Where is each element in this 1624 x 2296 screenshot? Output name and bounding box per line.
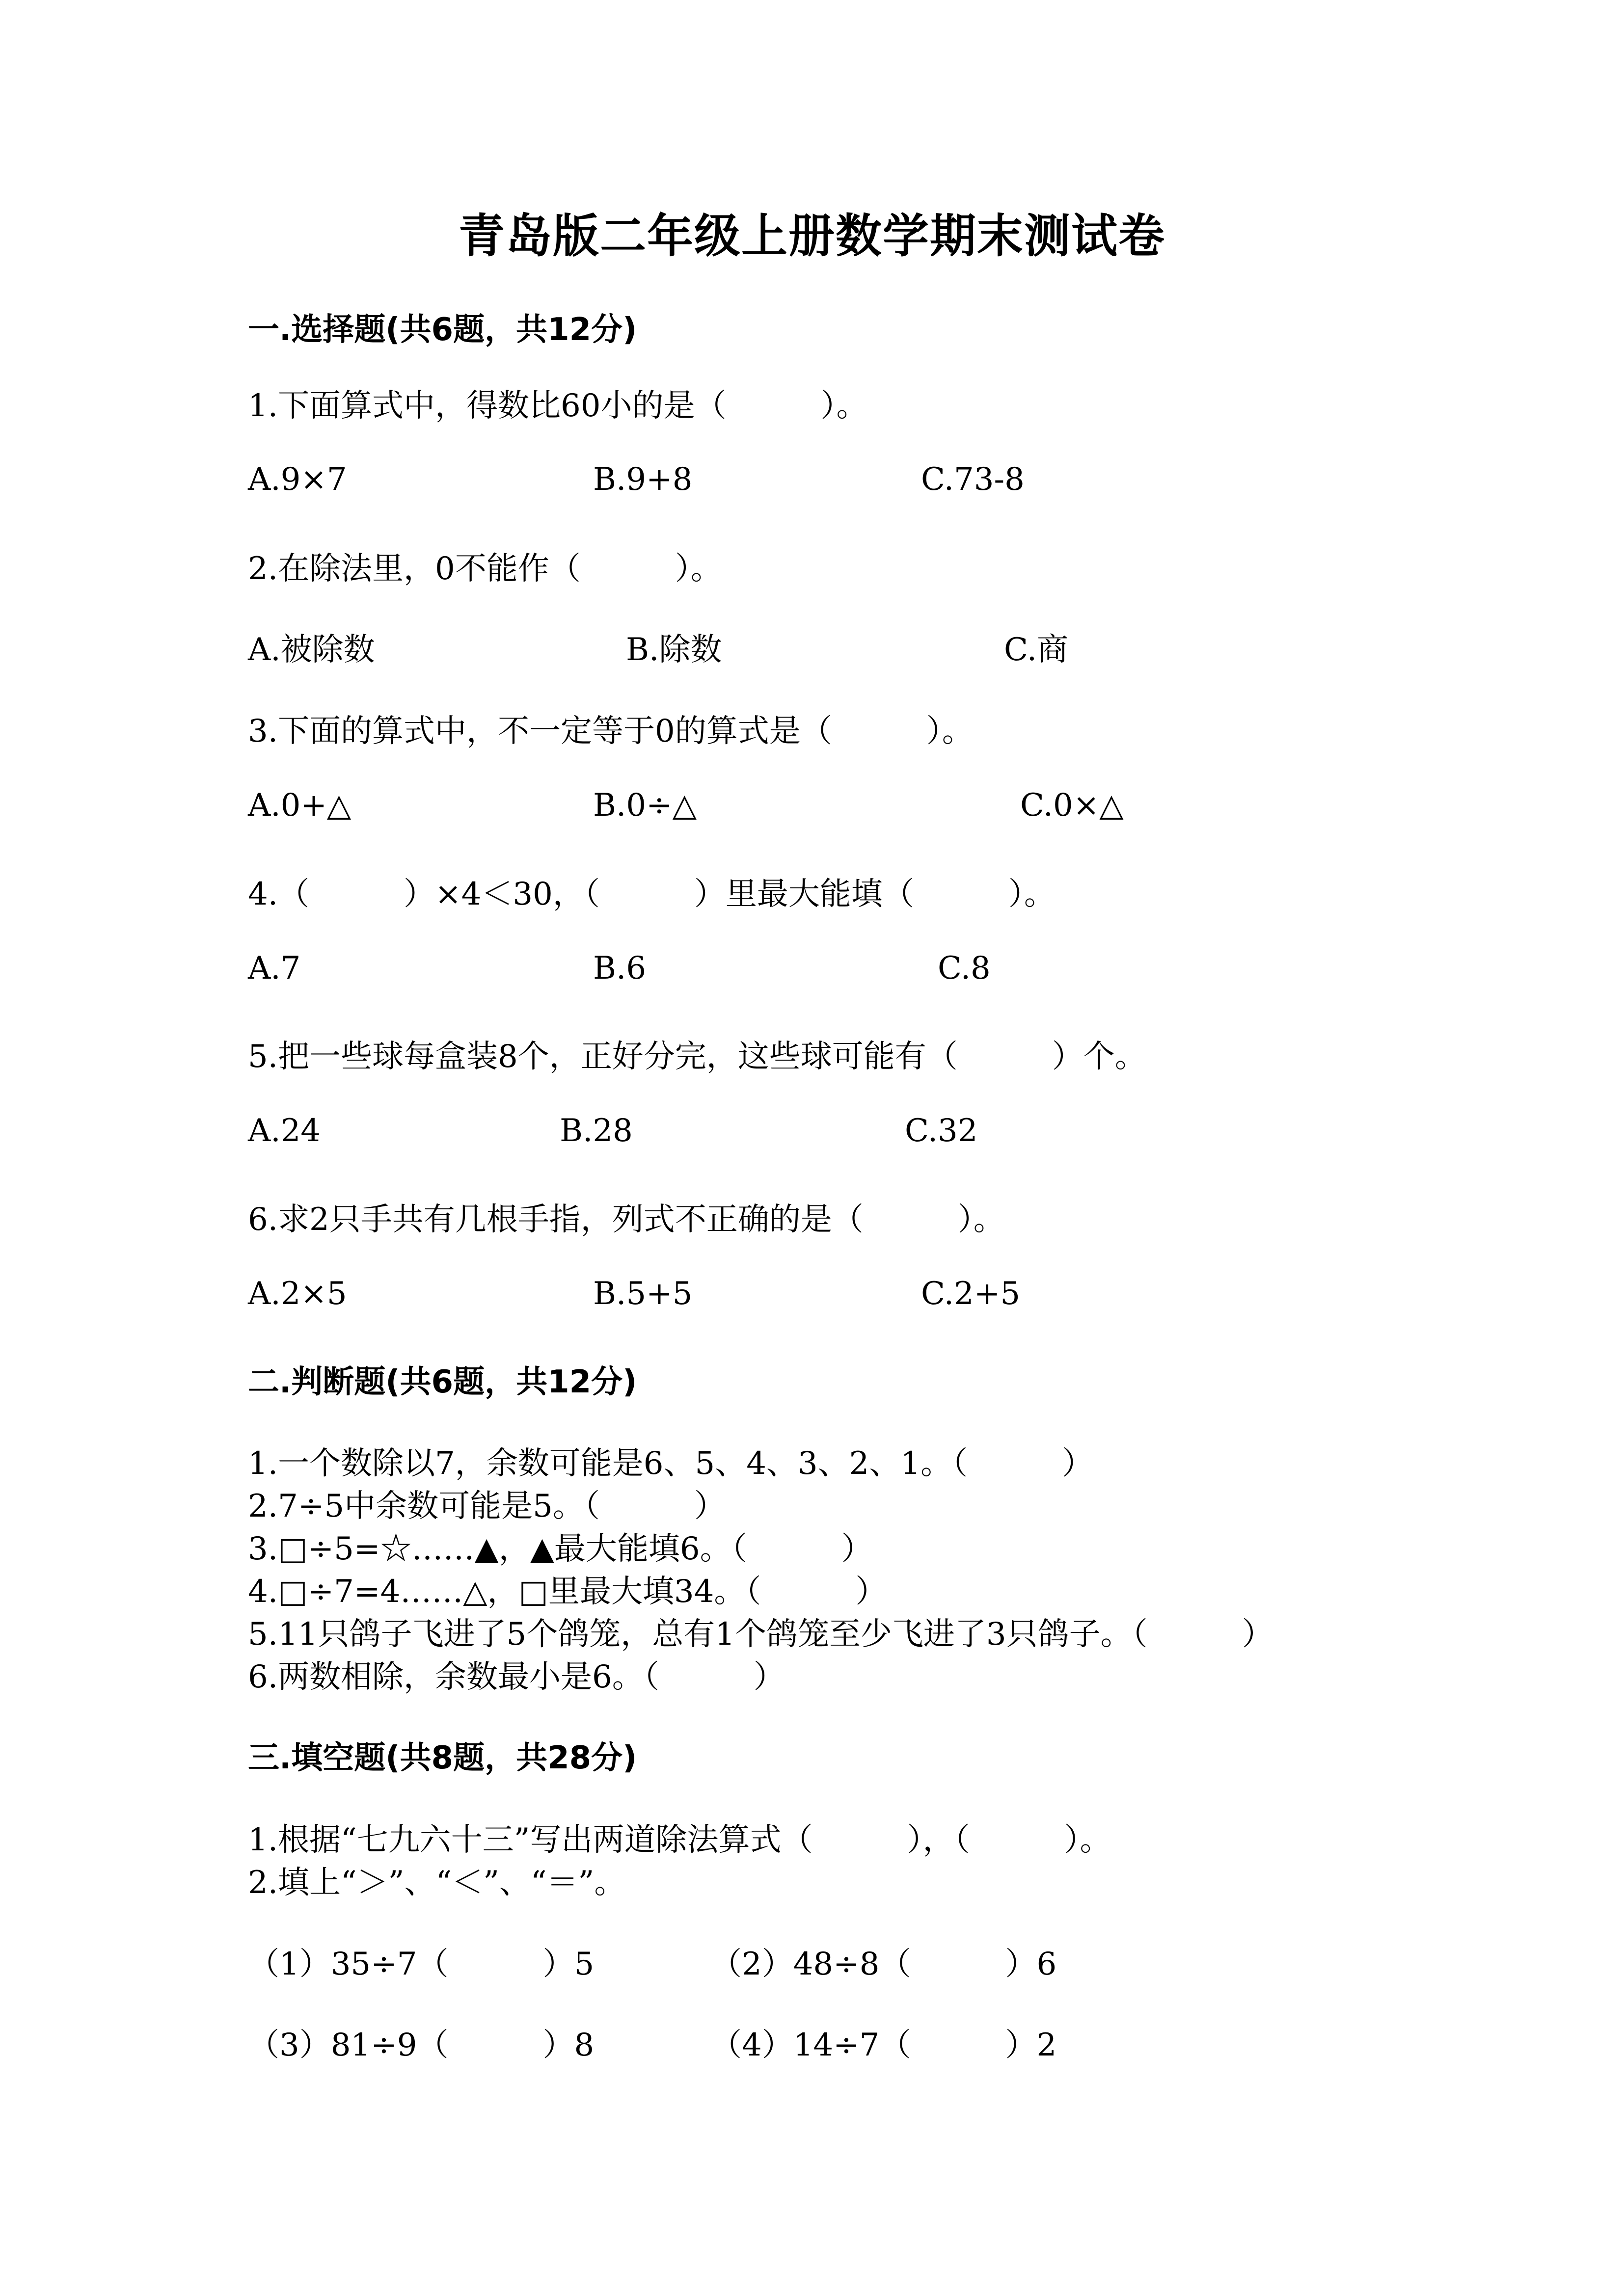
section-heading-choice: 一.选择题(共6题，共12分): [248, 312, 637, 348]
option-1-3-b: B.0÷△: [593, 787, 697, 824]
fill-2: 2.填上“＞”、“＜”、“＝”。: [248, 1865, 626, 1901]
option-1-4-c: C.8: [938, 950, 991, 987]
compare-item-1: （1）35÷7（ ）5: [248, 1946, 595, 1982]
judgement-3: 3.□÷5=☆……▲，▲最大能填6。（ ）: [248, 1531, 873, 1567]
section-heading-judgement: 二.判断题(共6题，共12分): [248, 1364, 637, 1400]
option-1-1-b: B.9+8: [593, 461, 693, 498]
question-1-6: 6.求2只手共有几根手指，列式不正确的是（ ）。: [248, 1201, 1005, 1238]
question-1-5: 5.把一些球每盒装8个，正好分完，这些球可能有（ ）个。: [248, 1039, 1146, 1075]
question-1-3: 3.下面的算式中，不一定等于0的算式是（ ）。: [248, 713, 974, 749]
judgement-5: 5.11只鸽子飞进了5个鸽笼，总有1个鸽笼至少飞进了3只鸽子。（ ）: [248, 1616, 1273, 1653]
fill-1: 1.根据“七九六十三”写出两道除法算式（ ），（ ）。: [248, 1822, 1111, 1858]
page-title: 青岛版二年级上册数学期末测试卷: [458, 209, 1165, 263]
question-1-4: 4.（ ）×4＜30，（ ）里最大能填（ ）。: [248, 876, 1056, 912]
option-1-1-c: C.73-8: [921, 461, 1025, 498]
option-1-2-b: B.除数: [626, 632, 722, 668]
compare-item-3: （3）81÷9（ ）8: [248, 2027, 595, 2063]
judgement-1: 1.一个数除以7，余数可能是6、5、4、3、2、1。（ ）: [248, 1445, 1094, 1482]
compare-item-4: （4）14÷7（ ）2: [710, 2027, 1057, 2063]
question-1-2: 2.在除法里，0不能作（ ）。: [248, 551, 722, 587]
option-1-4-b: B.6: [593, 950, 647, 987]
option-1-2-c: C.商: [1004, 632, 1069, 668]
option-1-5-a: A.24: [248, 1113, 321, 1149]
question-1-1: 1.下面算式中，得数比60小的是（ ）。: [248, 388, 868, 424]
option-1-4-a: A.7: [248, 950, 301, 987]
option-1-1-a: A.9×7: [248, 461, 347, 498]
judgement-6: 6.两数相除，余数最小是6。（ ）: [248, 1659, 785, 1695]
judgement-4: 4.□÷7=4……△，□里最大填34。（ ）: [248, 1574, 887, 1610]
section-heading-fill: 三.填空题(共8题，共28分): [248, 1740, 637, 1776]
option-1-2-a: A.被除数: [248, 632, 375, 668]
option-1-6-a: A.2×5: [248, 1276, 347, 1312]
option-1-6-c: C.2+5: [921, 1276, 1021, 1312]
option-1-3-a: A.0+△: [248, 787, 352, 824]
compare-item-2: （2）48÷8（ ）6: [710, 1946, 1057, 1982]
option-1-5-c: C.32: [905, 1113, 978, 1149]
option-1-3-c: C.0×△: [1020, 787, 1124, 824]
option-1-6-b: B.5+5: [593, 1276, 693, 1312]
option-1-5-b: B.28: [560, 1113, 633, 1149]
judgement-2: 2.7÷5中余数可能是5。（ ）: [248, 1488, 726, 1524]
